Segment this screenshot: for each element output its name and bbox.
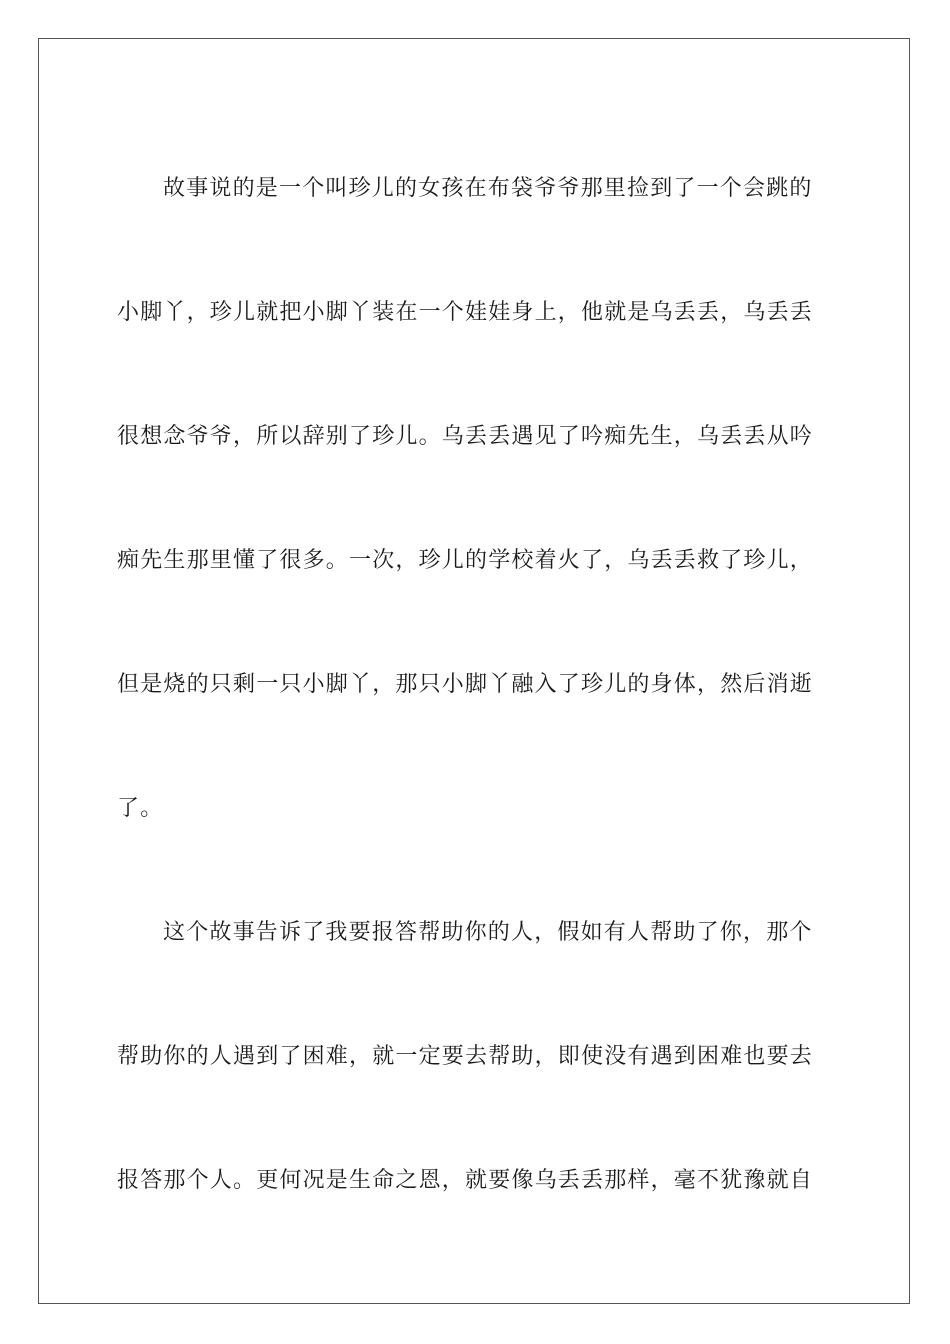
- paragraph-line: 但是烧的只剩一只小脚丫，那只小脚丫融入了珍儿的身体，然后消逝: [117, 672, 814, 697]
- paragraph-line: 了。: [117, 796, 164, 821]
- paragraph-line: 小脚丫，珍儿就把小脚丫装在一个娃娃身上，他就是乌丢丢，乌丢丢: [117, 300, 814, 325]
- paragraph-line: 故事说的是一个叫珍儿的女孩在布袋爷爷那里捡到了一个会跳的: [163, 176, 813, 201]
- paragraph-line: 报答那个人。更何况是生命之恩，就要像乌丢丢那样，毫不犹豫就自: [117, 1168, 814, 1193]
- paragraph-line: 这个故事告诉了我要报答帮助你的人，假如有人帮助了你，那个: [163, 920, 813, 945]
- paragraph-2: [117, 871, 833, 1243]
- document-body: [117, 127, 833, 1243]
- page-frame: [38, 38, 910, 1304]
- paragraph-line: 很想念爷爷，所以辞别了珍儿。乌丢丢遇见了吟痴先生，乌丢丢从吟: [117, 424, 814, 449]
- paragraph-line: 痴先生那里懂了很多。一次，珍儿的学校着火了，乌丢丢救了珍儿，: [117, 548, 814, 573]
- paragraph-line: 帮助你的人遇到了困难，就一定要去帮助，即使没有遇到困难也要去: [117, 1044, 814, 1069]
- paragraph-1: [117, 127, 833, 871]
